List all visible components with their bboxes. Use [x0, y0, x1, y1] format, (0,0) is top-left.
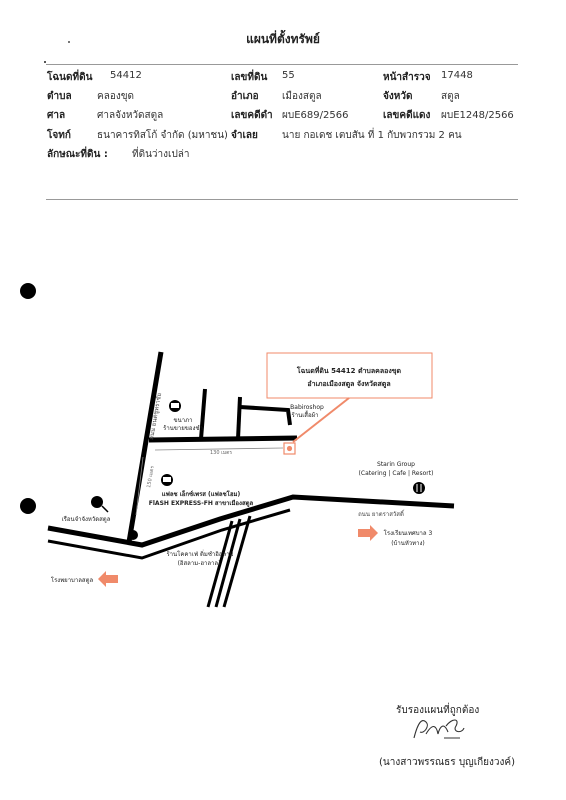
land-no-label: เลขที่ดิน: [231, 72, 268, 83]
babiroshop-type: ร้านเสื้อผ้า: [291, 412, 319, 419]
road-horizontal: [149, 438, 297, 440]
court-label: ศาล: [47, 110, 66, 121]
location-pin-icon: [287, 446, 292, 451]
plaintiff-value: ธนาคารทิสโก้ จำกัด (มหาชน): [97, 130, 228, 141]
black-case-value: ผบE689/2566: [282, 110, 349, 121]
document-title: แผนที่ตั้งทรัพย์: [246, 32, 320, 46]
callout-line-1: โฉนดที่ดิน 54412 ตำบลคลองขุด: [296, 367, 402, 375]
court-value: ศาลจังหวัดสตูล: [97, 110, 164, 121]
restaurant-icon: [413, 482, 425, 494]
school-sub: (บ้านหัวทาง): [391, 540, 425, 547]
signer-name: (นางสาวพรรณธร บุญเกียงวงค์): [379, 757, 516, 768]
distance-horizontal-label: 130 เมตร: [210, 450, 233, 456]
province-label: จังหวัด: [383, 91, 413, 102]
land-no-value: 55: [282, 70, 295, 81]
side-road: [238, 397, 240, 439]
coffee-name: ร้านโคคาเฟ่ ติ่มซำอิสลาม: [166, 551, 234, 558]
distance-vertical-label: 150 เมตร: [146, 465, 156, 489]
shop-icon: [169, 400, 181, 412]
district-value: เมืองสตูล: [282, 91, 322, 102]
road-vertical-label: ถนน ยนต์ชูทราชัย: [148, 392, 164, 441]
callout-box: [267, 353, 432, 398]
hospital-label: โรงพยาบาลสตูล: [50, 577, 94, 584]
survey-label: หน้าสำรวจ: [383, 72, 431, 83]
black-case-label: เลขคดีดำ: [231, 110, 273, 121]
school-name: โรงเรียนเทศบาล 3: [383, 530, 433, 537]
shop-top-type: ร้านขายของชำ: [163, 425, 203, 432]
prison-label: เรือนจำจังหวัดสตูล: [61, 516, 111, 523]
red-case-value: ผบE1248/2566: [441, 110, 514, 121]
deed-label: โฉนดที่ดิน: [47, 72, 93, 83]
district-label: อำเภอ: [231, 91, 259, 102]
flash-name-en: FlASH EXPRESS-FH สาขาเมืองสตูล: [148, 500, 254, 507]
handwritten-signature: [408, 712, 468, 748]
shop-icon: [161, 474, 173, 486]
road-main-label: ถนน ยาตราสวัสดิ์: [358, 511, 404, 518]
arrow-right-icon: [358, 525, 378, 541]
arrow-left-icon: [98, 571, 118, 587]
side-road: [240, 407, 290, 425]
road-vertical: [129, 352, 164, 542]
province-value: สตูล: [441, 91, 460, 102]
starin-desc: (Catering | Cafe | Resort): [358, 470, 434, 477]
land-type-label: ลักษณะที่ดิน :: [47, 149, 108, 160]
coffee-sub: (อิสลาม-ฮาลาล): [177, 560, 221, 567]
starin-name: Starin Group: [377, 461, 415, 468]
certify-text: รับรองแผนที่ถูกต้อง: [396, 705, 480, 716]
land-type-value: ที่ดินว่างเปล่า: [132, 149, 190, 160]
plaintiff-label: โจทก์: [47, 130, 71, 141]
defendant-label: จำเลย: [231, 130, 258, 141]
restaurant-icon: [128, 530, 138, 540]
shop-top-name: ขนาภา: [173, 417, 193, 424]
survey-value: 17448: [441, 70, 473, 81]
flash-name-th: แฟลช เอ็กซ์เพรส (แฟลชโฮม): [161, 491, 241, 498]
subdistrict-label: ตำบล: [47, 91, 72, 102]
callout-line-2: อำเภอเมืองสตูล จังหวัดสตูล: [307, 380, 391, 388]
subdistrict-value: คลองขุด: [97, 91, 135, 102]
prison-icon: [91, 496, 108, 512]
babiroshop-name: Babiroshop: [290, 404, 324, 411]
red-case-label: เลขคดีแดง: [383, 110, 431, 121]
deed-value: 54412: [110, 70, 142, 81]
defendant-value: นาย กอเดช เตบสัน ที่ 1 กับพวกรวม 2 คน: [282, 130, 462, 141]
